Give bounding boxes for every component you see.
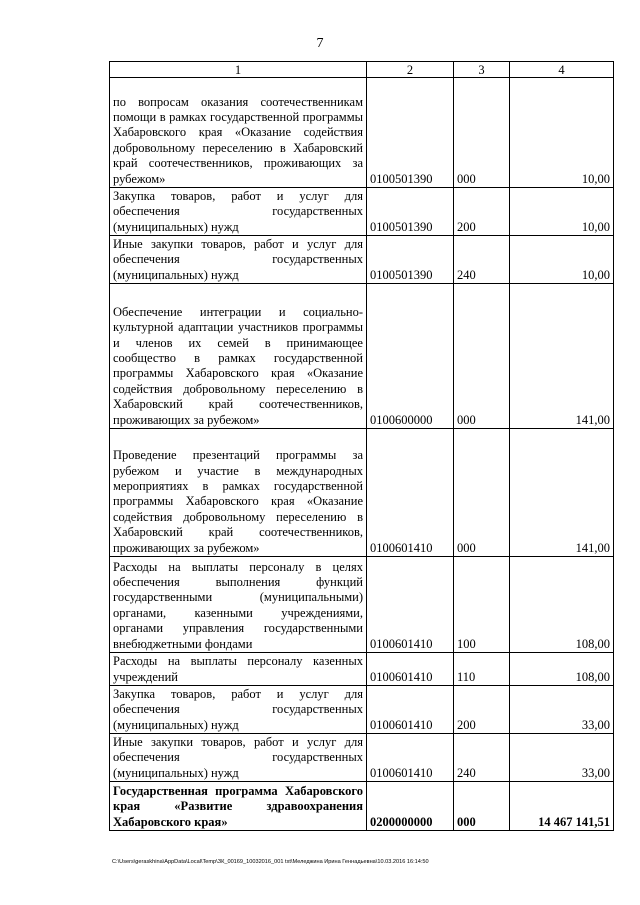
page-number: 7 xyxy=(316,36,324,51)
row-name: Иные закупки товаров, работ и услуг для обеспечения государственных (муниципальных) нужд xyxy=(110,236,367,284)
row-code: 0100601410 xyxy=(367,686,454,734)
table-row xyxy=(110,782,614,831)
column-header: 4 xyxy=(510,62,614,78)
row-code: 0100601410 xyxy=(367,734,454,782)
row-name: Расходы на выплаты персоналу казенных учреждений xyxy=(110,653,367,686)
row-expense-type: 110 xyxy=(454,653,510,686)
row-expense-type: 200 xyxy=(454,188,510,236)
row-amount: 141,00 xyxy=(510,429,614,557)
table-row xyxy=(110,734,614,782)
row-name: по вопросам оказания соотечественникам помощи в рамках государственной программы Хабаровского края «Оказание содействия добровольному переселению в Хабаровский край соотечественников, проживающих за рубежом» xyxy=(110,78,367,188)
column-header: 3 xyxy=(454,62,510,78)
row-code: 0100501390 xyxy=(367,236,454,284)
row-amount: 141,00 xyxy=(510,284,614,429)
row-name: Закупка товаров, работ и услуг для обеспечения государственных (муниципальных) нужд xyxy=(110,686,367,734)
footer-file-path: C:\Users\geraskhina\AppData\Local\Temp\ЗК_00169_10032016_001 txt\Меледжина Ирина Геннадьевна\10.03.2016 16:14:50 xyxy=(112,859,429,865)
row-code: 0200000000 xyxy=(367,782,454,831)
row-amount: 108,00 xyxy=(510,653,614,686)
row-name: Иные закупки товаров, работ и услуг для обеспечения государственных (муниципальных) нужд xyxy=(110,734,367,782)
row-code: 0100501390 xyxy=(367,188,454,236)
row-amount: 108,00 xyxy=(510,557,614,653)
row-expense-type: 240 xyxy=(454,734,510,782)
row-amount: 10,00 xyxy=(510,188,614,236)
row-amount: 14 467 141,51 xyxy=(510,782,614,831)
row-code: 0100601410 xyxy=(367,653,454,686)
row-name: Государственная программа Хабаровского края «Развитие здравоохранения Хабаровского края» xyxy=(110,782,367,831)
table-header-row xyxy=(110,62,614,78)
row-expense-type: 200 xyxy=(454,686,510,734)
table-row xyxy=(110,284,614,429)
row-expense-type: 000 xyxy=(454,78,510,188)
table-row xyxy=(110,236,614,284)
row-name: Проведение презентаций программы за рубежом и участие в международных мероприятиях в рамках государственной программы Хабаровского края «Оказание содействия добровольному переселению в Хабаровский край соотечественников, проживающих за рубежом» xyxy=(110,429,367,557)
table-row xyxy=(110,686,614,734)
table-row xyxy=(110,557,614,653)
table-row xyxy=(110,653,614,686)
row-code: 0100600000 xyxy=(367,284,454,429)
budget-table xyxy=(109,61,614,831)
row-code: 0100601410 xyxy=(367,557,454,653)
row-expense-type: 000 xyxy=(454,429,510,557)
row-amount: 33,00 xyxy=(510,734,614,782)
row-code: 0100601410 xyxy=(367,429,454,557)
column-header: 1 xyxy=(110,62,367,78)
row-expense-type: 240 xyxy=(454,236,510,284)
table-row xyxy=(110,429,614,557)
row-amount: 33,00 xyxy=(510,686,614,734)
table-row xyxy=(110,78,614,188)
row-amount: 10,00 xyxy=(510,78,614,188)
table-row xyxy=(110,188,614,236)
row-expense-type: 000 xyxy=(454,284,510,429)
row-name: Расходы на выплаты персоналу в целях обеспечения выполнения функций государственными (муниципальными) органами, казенными учреждениями, органами управления государственными внебюджетными фондами xyxy=(110,557,367,653)
row-name: Закупка товаров, работ и услуг для обеспечения государственных (муниципальных) нужд xyxy=(110,188,367,236)
row-expense-type: 000 xyxy=(454,782,510,831)
column-header: 2 xyxy=(367,62,454,78)
row-amount: 10,00 xyxy=(510,236,614,284)
row-name: Обеспечение интеграции и социально-культурной адаптации участников программы и членов их семей в принимающее сообщество в рамках государственной программы Хабаровского края «Оказание содействия добровольному переселению в Хабаровский край соотечественников, проживающих за рубежом» xyxy=(110,284,367,429)
row-expense-type: 100 xyxy=(454,557,510,653)
row-code: 0100501390 xyxy=(367,78,454,188)
